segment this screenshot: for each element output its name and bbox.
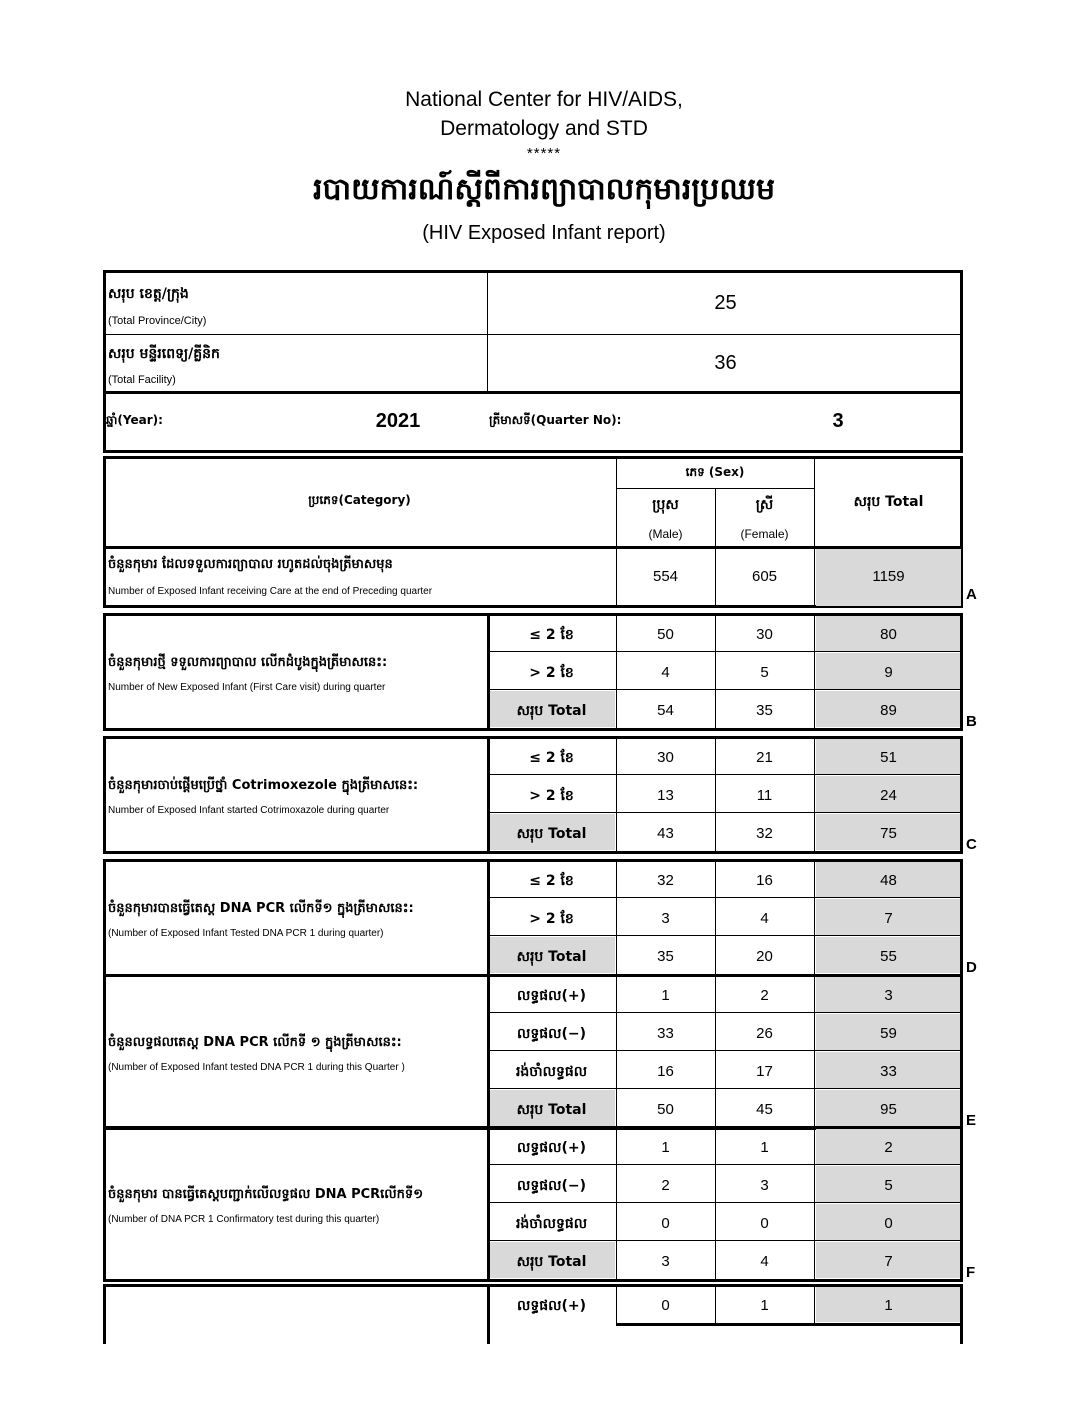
section-e-title-en: (Number of Exposed Infant tested DNA PCR 1 during this Quarter ) — [108, 1062, 405, 1073]
section-b-total-value: 80 — [880, 626, 897, 643]
section-e-row-label: សរុប Total — [516, 1102, 587, 1118]
section-c-title-kh: ចំនួនកុមារចាប់ផ្តើមប្រើថ្នាំ Cotrimoxezole ក្នុងត្រីមាសនេះ: — [108, 778, 419, 793]
section-g-male-value: 0 — [661, 1297, 670, 1314]
section-c-row-label: > 2 ខែ — [529, 788, 574, 804]
section-f-female-value: 1 — [760, 1139, 769, 1156]
male-header-en: (Male) — [648, 527, 683, 541]
female-header-kh: ស្រី — [755, 497, 774, 513]
section-c-female-value: 21 — [756, 749, 773, 766]
section-c-letter: C — [966, 836, 977, 853]
section-c-title-en: Number of Exposed Infant started Cotrimoxazole during quarter — [108, 805, 390, 816]
org-name-line1: National Center for HIV/AIDS, — [405, 88, 683, 111]
section-e-male-value: 1 — [661, 987, 670, 1004]
section-b-female-value: 30 — [756, 626, 773, 643]
section-f-row-label: រង់ចាំលទ្ធផល — [515, 1216, 588, 1232]
province-label-en: (Total Province/City) — [108, 315, 207, 327]
total-header: សរុប Total — [853, 494, 924, 510]
section-b-male-value: 4 — [661, 664, 670, 681]
org-name-line2: Dermatology and STD — [440, 117, 648, 140]
section-d-row-label: > 2 ខែ — [529, 911, 574, 927]
section-b-title-en: Number of New Exposed Infant (First Care visit) during quarter — [108, 682, 386, 693]
section-d-female-value: 20 — [756, 948, 773, 965]
section-e-title-kh: ចំនួនលទ្ធផលតេស្ត DNA PCR លើកទី ១ ក្នុងត្រីមាសនេះ: — [108, 1035, 402, 1050]
stars-divider: ***** — [526, 145, 562, 162]
quarter-value: 3 — [832, 410, 844, 432]
section-f-female-value: 4 — [760, 1253, 769, 1270]
section-d-letter: D — [966, 959, 977, 976]
report-title-en: (HIV Exposed Infant report) — [422, 222, 666, 244]
section-a-letter: A — [966, 586, 977, 603]
facility-value: 36 — [714, 352, 737, 374]
section-f-total-value: 0 — [884, 1215, 893, 1232]
section-d-row-label: សរុប Total — [516, 949, 587, 965]
facility-label-kh: សរុប មន្ទីរពេទ្យ/គ្លីនិក — [108, 346, 220, 362]
section-f-male-value: 1 — [661, 1139, 670, 1156]
section-c-total-value: 51 — [880, 749, 897, 766]
section-f-total-value: 5 — [884, 1177, 893, 1194]
female-header-en: (Female) — [740, 527, 789, 541]
section-e-row-label: លទ្ធផល(−) — [517, 1026, 586, 1042]
year-label: ឆ្នាំ(Year): — [106, 413, 163, 427]
section-f-letter: F — [966, 1264, 976, 1281]
section-f-row-label: សរុប Total — [516, 1254, 587, 1270]
section-f-male-value: 0 — [661, 1215, 670, 1232]
section-f-male-value: 3 — [661, 1253, 670, 1270]
section-d-total-value: 55 — [880, 948, 897, 965]
section-d-row-label: ≤ 2 ខែ — [529, 873, 574, 889]
section-d-male-value: 32 — [657, 872, 674, 889]
section-e-female-value: 26 — [756, 1025, 773, 1042]
section-e-total-value: 95 — [880, 1101, 897, 1118]
section-c-male-value: 43 — [657, 825, 674, 842]
section-c-total-value: 24 — [880, 787, 897, 804]
section-e-female-value: 17 — [756, 1063, 773, 1080]
category-header: ប្រភេទ(Category) — [308, 493, 411, 507]
section-b-row-label: ≤ 2 ខែ — [529, 627, 574, 643]
sex-header: ភេទ (Sex) — [685, 465, 745, 479]
section-d-total-value: 48 — [880, 872, 897, 889]
section-d-female-value: 16 — [756, 872, 773, 889]
section-g-female-value: 1 — [760, 1297, 769, 1314]
section-f-total-value: 7 — [884, 1253, 893, 1270]
section-b-letter: B — [966, 713, 977, 730]
section-a-total: 1159 — [872, 568, 905, 585]
section-e-total-value: 3 — [884, 987, 893, 1004]
section-c-male-value: 13 — [657, 787, 674, 804]
section-d-male-value: 35 — [657, 948, 674, 965]
section-d-title-en: (Number of Exposed Infant Tested DNA PCR 1 during quarter) — [108, 928, 384, 939]
section-f-female-value: 0 — [760, 1215, 769, 1232]
section-d-male-value: 3 — [661, 910, 670, 927]
section-e-total-value: 59 — [880, 1025, 897, 1042]
section-c-total-value: 75 — [880, 825, 897, 842]
report-title-kh: របាយការណ៍ស្តីពីការព្យាបាលកុមារប្រឈម — [312, 172, 775, 207]
section-g-total-value: 1 — [884, 1297, 893, 1314]
section-b-female-value: 5 — [760, 664, 769, 681]
section-a-male: 554 — [652, 568, 679, 585]
section-f-male-value: 2 — [661, 1177, 670, 1194]
section-f-female-value: 3 — [760, 1177, 769, 1194]
section-f-total-value: 2 — [884, 1139, 893, 1156]
section-d-title-kh: ចំនួនកុមារបានធ្វើតេស្ត DNA PCR លើកទី១ ក្នុងត្រីមាសនេះ: — [108, 901, 414, 916]
facility-label-en: (Total Facility) — [108, 374, 176, 386]
section-a-title-kh: ចំនួនកុមារ ដែលទទួលការព្យាបាល រហូតដល់ចុងត្រីមាសមុន — [108, 557, 393, 572]
section-e-male-value: 16 — [657, 1063, 674, 1080]
section-f-title-kh: ចំនួនកុមារ បានធ្វើតេស្តបញ្ជាក់លើលទ្ធផល DNA PCRលើកទី១ — [108, 1187, 424, 1202]
section-f-title-en: (Number of DNA PCR 1 Confirmatory test during this quarter) — [108, 1214, 380, 1225]
province-label-kh: សរុប ខេត្ត/ក្រុង — [108, 286, 189, 302]
section-b-row-label: សរុប Total — [516, 703, 587, 719]
section-d-total-value: 7 — [884, 910, 893, 927]
section-b-title-kh: ចំនួនកុមារថ្មី ទទួលការព្យាបាល លើកដំបូងក្នុងត្រីមាសនេះ: — [108, 655, 388, 670]
section-e-female-value: 2 — [760, 987, 769, 1004]
male-header-kh: ប្រុស — [652, 497, 679, 513]
section-e-male-value: 33 — [657, 1025, 674, 1042]
section-e-male-value: 50 — [657, 1101, 674, 1118]
section-c-male-value: 30 — [657, 749, 674, 766]
section-e-total-value: 33 — [880, 1063, 897, 1080]
section-d-female-value: 4 — [760, 910, 769, 927]
year-value: 2021 — [375, 410, 421, 432]
section-b-male-value: 50 — [657, 626, 674, 643]
section-e-female-value: 45 — [756, 1101, 773, 1118]
section-e-letter: E — [966, 1112, 977, 1129]
section-f-row-label: លទ្ធផល(−) — [517, 1178, 586, 1194]
section-c-female-value: 11 — [756, 787, 773, 804]
section-f-row-label: លទ្ធផល(+) — [517, 1140, 586, 1156]
section-b-row-label: > 2 ខែ — [529, 665, 574, 681]
section-b-total-value: 9 — [884, 664, 893, 681]
section-e-row-label: រង់ចាំលទ្ធផល — [515, 1064, 588, 1080]
section-a-female: 605 — [751, 568, 778, 585]
section-b-male-value: 54 — [657, 702, 674, 719]
section-c-row-label: សរុប Total — [516, 826, 587, 842]
section-a-title-en: Number of Exposed Infant receiving Care at the end of Preceding quarter — [108, 586, 433, 597]
province-value: 25 — [714, 292, 737, 314]
section-b-total-value: 89 — [880, 702, 897, 719]
quarter-label: ត្រីមាសទី(Quarter No): — [489, 413, 622, 427]
section-e-row-label: លទ្ធផល(+) — [517, 988, 586, 1004]
section-c-row-label: ≤ 2 ខែ — [529, 750, 574, 766]
section-c-female-value: 32 — [756, 825, 773, 842]
section-g-row-label: លទ្ធផល(+) — [517, 1298, 586, 1314]
section-b-female-value: 35 — [756, 702, 773, 719]
